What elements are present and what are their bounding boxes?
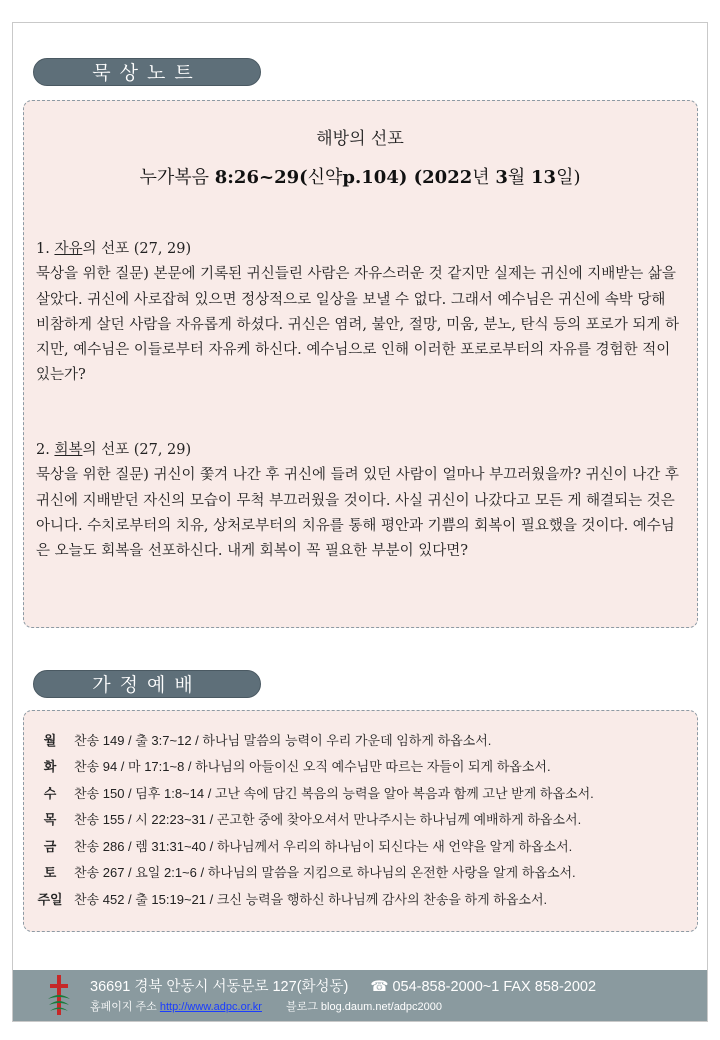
worship-text: 찬송 94 / 마 17:1~8 / 하나님의 아들이신 오직 예수님만 따르는 자들이 되게 하옵소서. — [74, 759, 551, 775]
homepage-label: 홈페이지 주소 — [90, 1001, 160, 1013]
meditation-point-1 — [36, 237, 684, 389]
worship-row — [30, 832, 690, 859]
meditation-title: 해방의 선포 — [316, 129, 404, 149]
point-2-heading — [36, 438, 684, 463]
footer-contact — [90, 975, 596, 996]
worship-text: 찬송 150 / 딤후 1:8~14 / 고난 속에 담긴 복음의 능력을 알아 복음과 함께 고난 받게 하옵소서. — [74, 785, 594, 801]
worship-day: 화 — [43, 759, 57, 775]
worship-row — [30, 885, 690, 912]
worship-row — [30, 859, 690, 886]
point-1-number: 1. — [36, 241, 55, 257]
reference-book: 누가복음 — [139, 167, 215, 188]
worship-day: 월 — [43, 732, 57, 748]
meditation-point-2 — [36, 438, 684, 564]
footer-address: 36691 경북 안동시 서동문로 127(화성동) — [90, 979, 349, 995]
footer-phone: ☎ 054-858-2000~1 FAX 858-2002 — [370, 979, 597, 995]
point-2-keyword: 회복 — [54, 442, 83, 458]
footer-links — [90, 998, 442, 1014]
point-2-body: 묵상을 위한 질문) 귀신이 쫓겨 나간 후 귀신에 들려 있던 사람이 얼마나 부끄러웠을까? 귀신이 나간 후 귀신에 지배받던 자신의 모습이 무척 부끄러웠을 것이다. 사실 귀신이 나갔다고 모든 게 해결되는 것은 아니다. 수치로부터의 치유, 상처로부터의 치유를 통해 평안과 기쁨의 회복이 필요했을 것이다. 예수님은 오늘도 회복을 선포하신다. 내게 회복이 꼭 필요한 부분이 있다면? — [36, 467, 679, 560]
worship-day: 토 — [43, 865, 57, 881]
worship-text: 찬송 267 / 요일 2:1~6 / 하나님의 말씀을 지킴으로 하나님의 온전한 사랑을 알게 하옵소서. — [74, 865, 576, 881]
point-1-keyword: 자유 — [54, 241, 83, 257]
point-1-heading-rest: 의 선포 (27, 29) — [82, 241, 192, 257]
worship-text: 찬송 149 / 출 3:7~12 / 하나님 말씀의 능력이 우리 가운데 임하게 하옵소서. — [74, 732, 492, 748]
worship-day: 수 — [43, 785, 57, 801]
worship-day: 목 — [43, 812, 57, 828]
meditation-reference — [0, 163, 720, 189]
worship-row — [30, 806, 690, 833]
reference-day: 13 — [531, 167, 557, 188]
point-2-number: 2. — [36, 442, 55, 458]
reference-day-word: 일) — [556, 167, 581, 188]
blog-address: 블로그 blog.daum.net/adpc2000 — [285, 1001, 443, 1013]
reference-testament: 신약 — [307, 167, 343, 188]
meditation-section-label: 묵상노트 — [33, 58, 261, 86]
church-logo-icon — [44, 973, 74, 1017]
point-1-body: 묵상을 위한 질문) 본문에 기록된 귀신들린 사람은 자유스러운 것 같지만 실제는 귀신에 지배받는 삶을 살았다. 귀신에 사로잡혀 있으면 정상적으로 일상을 보낼 수 없다. 그래서 예수님은 귀신에 속박 당해 비참하게 살던 사람을 자유롭게 하셨다. 귀신은 염려, 불안, 절망, 미움, 분노, 탄식 등의 포로가 되게 하지만, 예수님은 이들로부터 자유케 하신다. 예수님으로 인해 이러한 포로로부터의 자유를 경험한 적이 있는가? — [36, 266, 680, 384]
reference-month-word: 월 — [507, 167, 532, 188]
worship-row — [30, 753, 690, 780]
worship-section-label: 가정예배 — [33, 670, 261, 698]
point-1-heading — [36, 237, 684, 262]
worship-day: 금 — [43, 838, 57, 854]
worship-text: 찬송 286 / 렘 31:31~40 / 하나님께서 우리의 하나님이 되신다는 새 언약을 알게 하옵소서. — [74, 838, 573, 854]
worship-row — [30, 779, 690, 806]
reference-page-year: p.104) (2022 — [342, 167, 473, 188]
point-2-heading-rest: 의 선포 (27, 29) — [82, 442, 192, 458]
reference-month: 3 — [495, 167, 508, 188]
worship-text: 찬송 452 / 출 15:19~21 / 크신 능력을 행하신 하나님께 감사의 찬송을 하게 하옵소서. — [74, 891, 548, 907]
worship-row — [30, 726, 690, 753]
worship-day: 주일 — [37, 891, 63, 907]
worship-list — [30, 726, 690, 912]
homepage-link[interactable]: http://www.adpc.or.kr — [159, 1001, 262, 1013]
worship-text: 찬송 155 / 시 22:23~31 / 곤고한 중에 찾아오셔서 만나주시는 하나님께 예배하게 하옵소서. — [74, 812, 582, 828]
reference-year-word: 년 — [472, 167, 496, 188]
reference-verses: 8:26~29( — [214, 167, 308, 188]
